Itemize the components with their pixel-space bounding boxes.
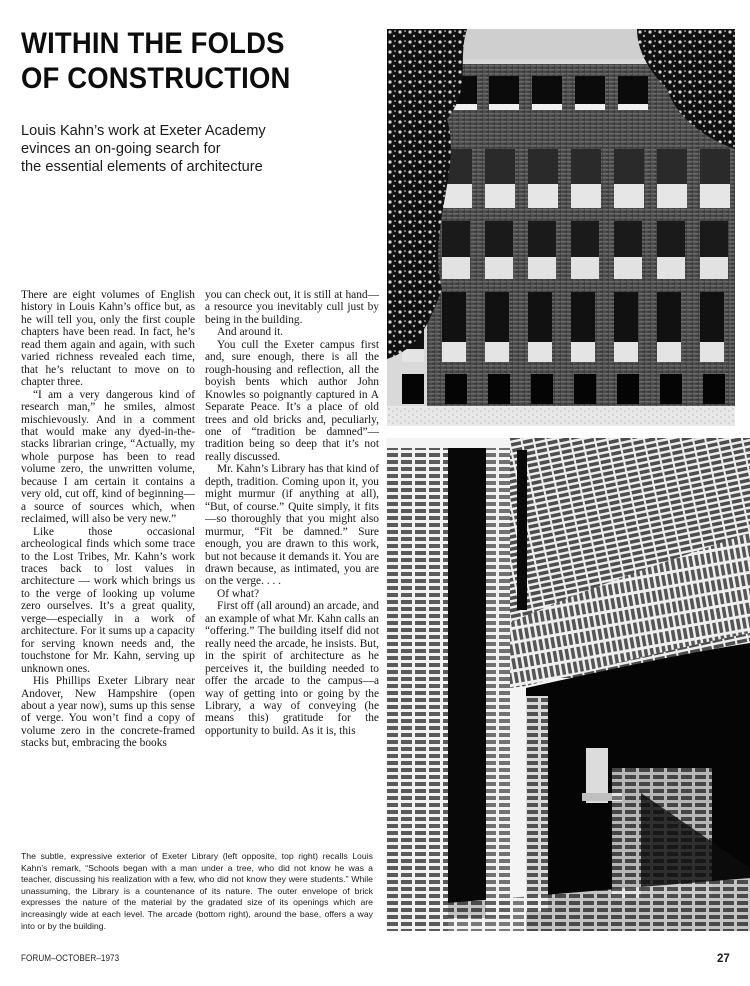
body-column-2 (205, 289, 379, 737)
library-facade-photo (387, 29, 735, 426)
page-number: 27 (717, 953, 730, 965)
paragraph: His Phillips Exeter Library near Andover, New Hampshire (open about a year now), sums up this sense of verge. You won’t find a copy of volume zero in the concrete-framed stacks but, embracing the books (21, 675, 195, 750)
headline-line-2: OF CONSTRUCTION (21, 62, 291, 95)
photo-caption: The subtle, expressive exterior of Exeter Library (left opposite, top right) recalls Louis Kahn’s remark, “Schools began with a man under a tree, who did not know he was a teacher, discussing his realization with a few, who did not know they were students.” While unassuming, the Library is a countenance of its nature. The outer envelope of brick expresses the nature of the material by the gradated size of its openings which are increasingly wide at each level. The arcade (bottom right), around the base, offers a way into or by the building. (21, 851, 373, 931)
paragraph: And around it. (217, 326, 284, 339)
deck-line-1: Louis Kahn’s work at Exeter Academy (21, 123, 266, 139)
headline-line-1: WITHIN THE FOLDS (21, 27, 285, 60)
paragraph: Like those occasional archeological finds which some trace to the Lost Tribes, Mr. Kahn’s work traces back to lost values in architecture — work which brings us to the verge of looking up volume zero ourselves. It’s a great quality, verge—especially in a work of architecture. For it sums up a capacity for serving known needs and, the touchstone for Mr. Kahn, serving up unknown ones. (21, 525, 195, 675)
deck-line-2: evinces an on-going search for (21, 141, 221, 157)
paragraph: “I am a very dangerous kind of research man,” he smiles, almost mischievously. And in a comment that would make any dyed-in-the-stacks librarian cringe, “Actually, my whole purpose has been to read volume zero, the unwritten volume, because I am certain it contains a very old, cut off, kind of beginning—a source of sources which, when reclaimed, will also be very new.” (21, 388, 195, 526)
deck-line-3: the essential elements of architecture (21, 159, 263, 175)
paragraph: Mr. Kahn’s Library has that kind of depth, tradition. Coming upon it, you might murmur (if anything at all), “But, of course.” Quite simply, it fits—so thoroughly that you might also murmur, “Fit be damned.” Sure enough, you are drawn to this work, but not because it demands it. You are drawn because, as intimated, you are on the verge. . . . (205, 463, 379, 588)
publication-footer: FORUM–OCTOBER–1973 (21, 953, 120, 963)
body-column-1 (21, 289, 195, 750)
deck-subtitle (21, 122, 321, 176)
paragraph: There are eight volumes of English history in Louis Kahn’s office but, as he will tell you, only the first couple chapters have been read. In fact, he’s read them again and again, with such varied richness revealed each time, that he’s reluctant to move on to chapter three. (21, 289, 195, 389)
facade-image-icon (387, 29, 735, 426)
paragraph: You cull the Exeter campus first and, sure enough, there is all the rough-housing and reflection, all the boyish bents which author John Knowles so poignantly captured in A Separate Peace. It’s a place of old trees and old bricks and, peculiarly, one of “tradition be damned”—tradition being so deep that it’s not really discussed. (205, 338, 379, 463)
paragraph: you can check out, it is still at hand—a resource you inevitably cull just by being in the building. (205, 289, 379, 326)
arcade-image-icon (386, 438, 750, 931)
paragraph: Of what? (217, 587, 260, 600)
arcade-photo (386, 438, 750, 931)
paragraph: First off (all around) an arcade, and an example of what Mr. Kahn calls an “offering.” The building itself did not really need the arcade, he insists. But, in the spirit of architecture as he perceives it, the building needed to offer the arcade to the campus—a way of getting into or going by the Library, a way of conveying (he means this) gratitude for the opportunity to build. As it is, this (205, 600, 379, 737)
headline (21, 26, 337, 96)
